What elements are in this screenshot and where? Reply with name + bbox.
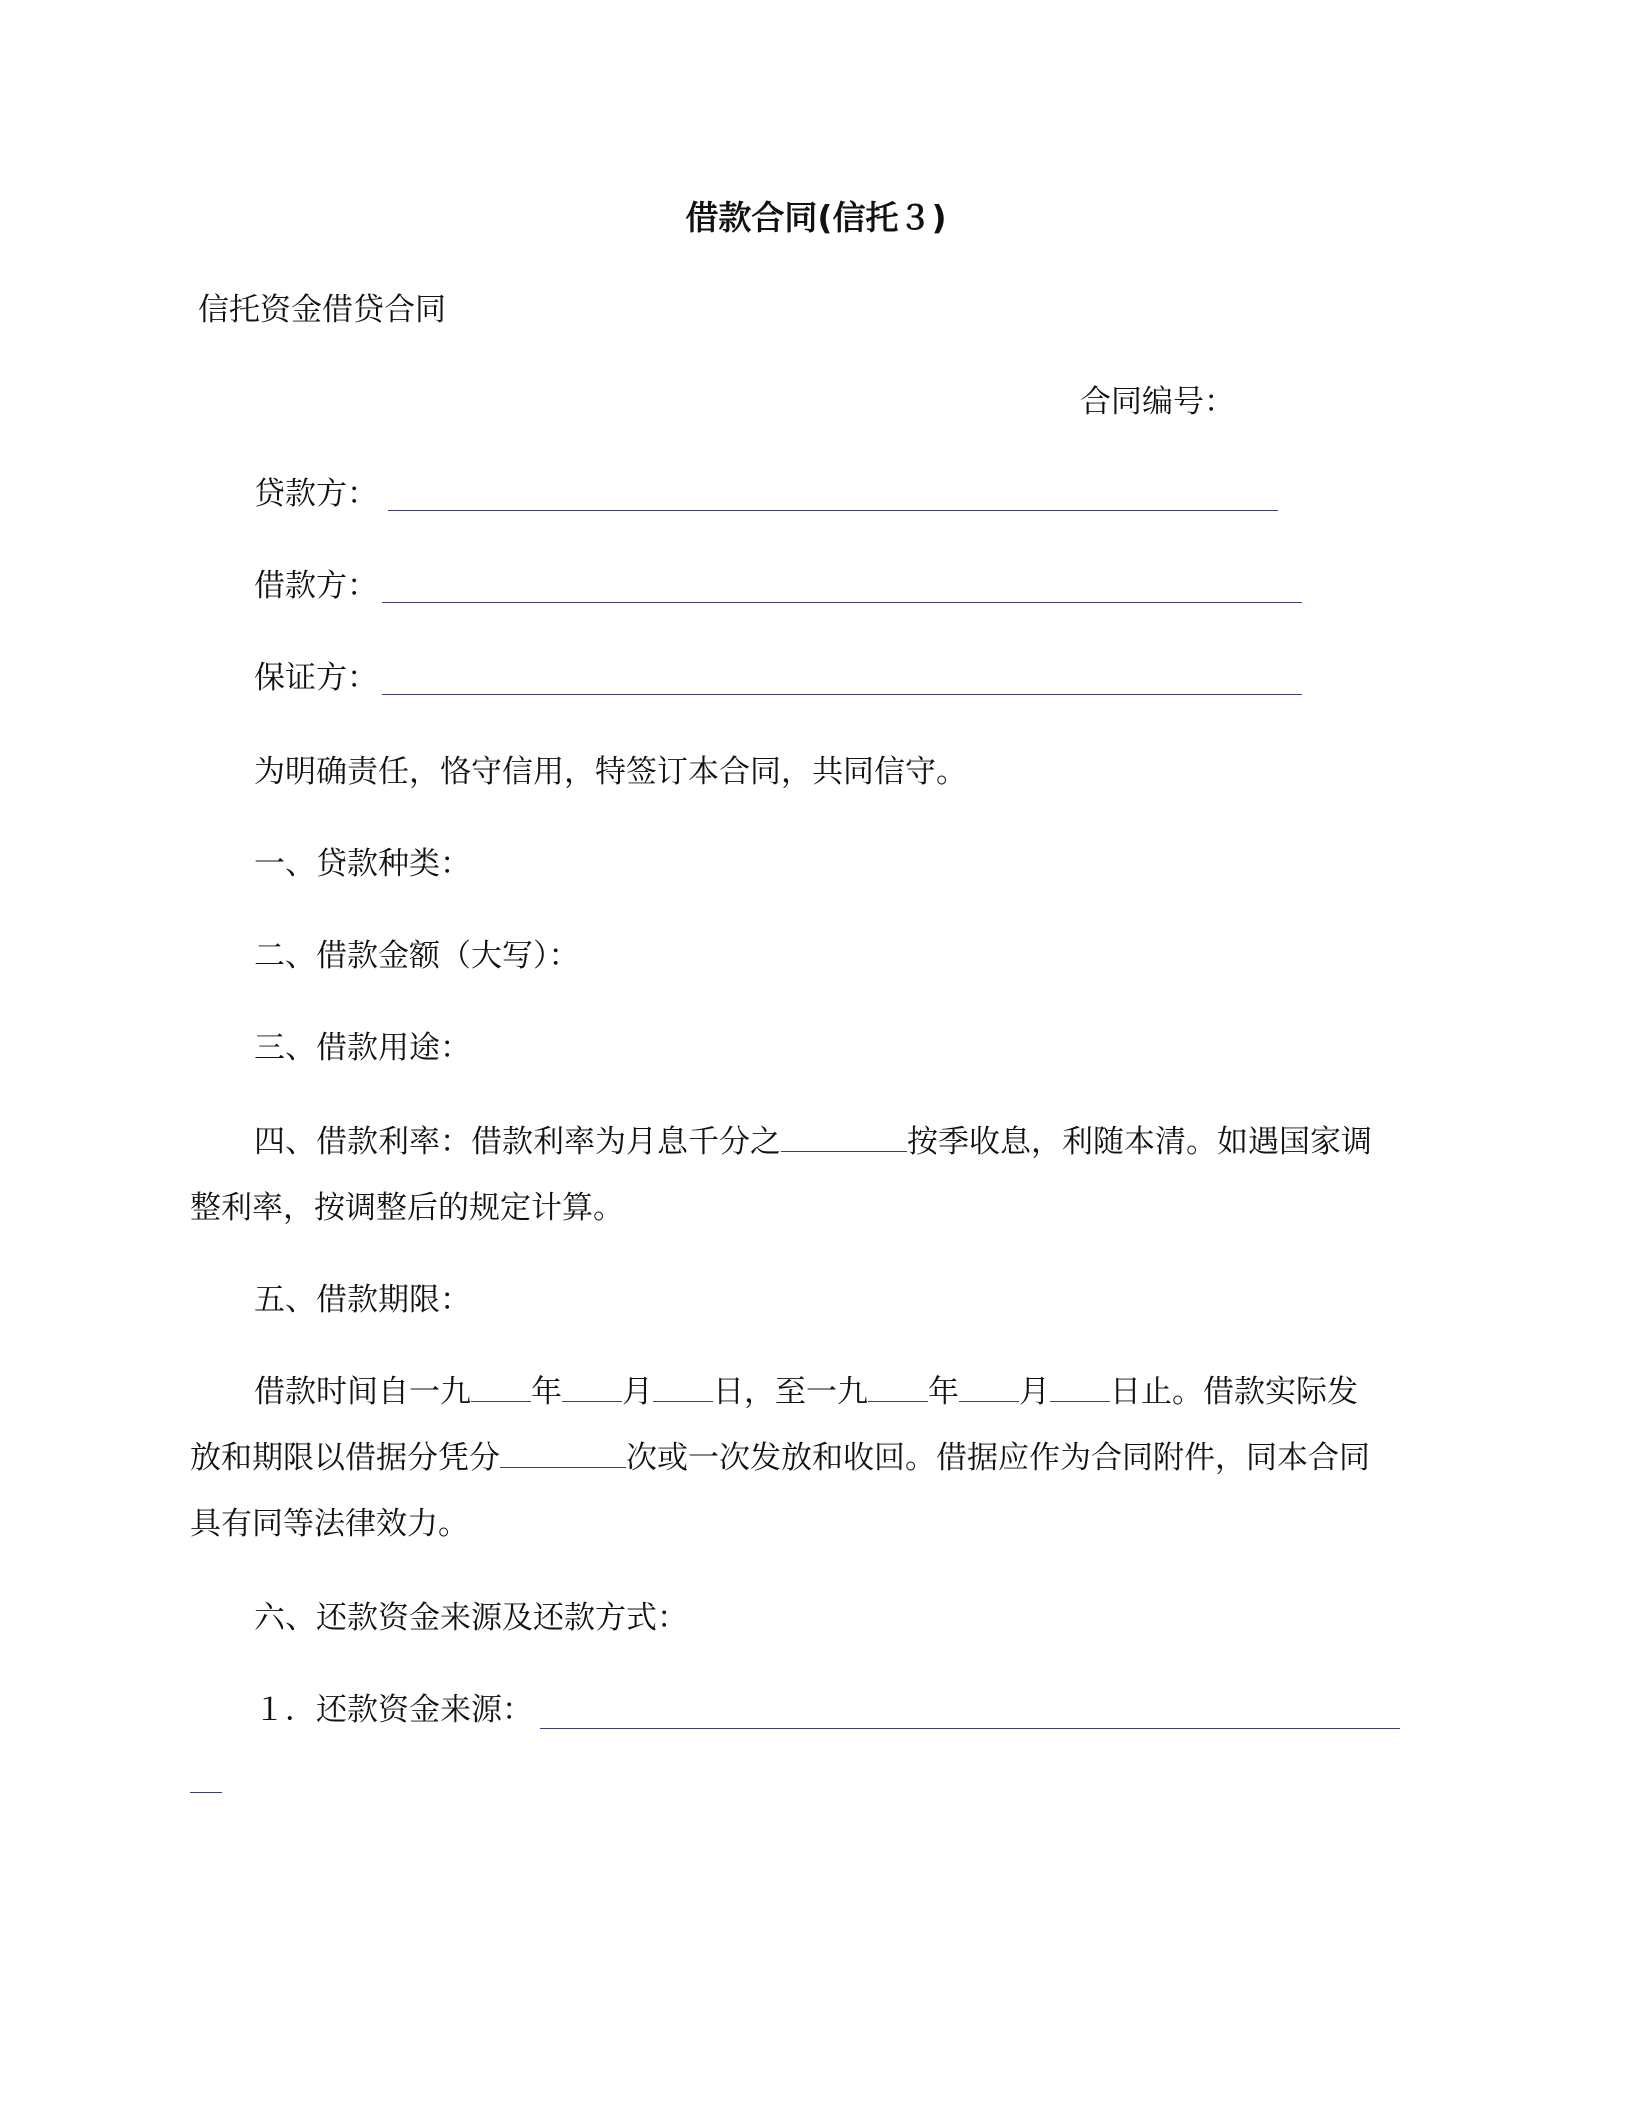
- disbursement-count-blank: [500, 1439, 626, 1468]
- guarantor-blank: [382, 694, 1302, 695]
- clause-4-text-b: 按季收息，利随本清。如遇国家调: [907, 1124, 1372, 1160]
- clause-4-text-a: 四、借款利率：借款利率为月息千分之: [254, 1124, 781, 1160]
- clause-5-body-line-1: [254, 1372, 1358, 1412]
- guarantor-label: 保证方：: [254, 660, 378, 696]
- clause-5-loan-term: 五、借款期限：: [254, 1282, 471, 1318]
- start-day-label: 日，至一九: [713, 1374, 868, 1410]
- document-subtitle: 信托资金借贷合同: [198, 292, 446, 328]
- preamble-text: 为明确责任，恪守信用，特签订本合同，共同信守。: [254, 754, 967, 790]
- interest-rate-blank: [781, 1123, 907, 1152]
- borrower-label: 借款方：: [254, 568, 378, 604]
- clause-1-loan-type: 一、贷款种类：: [254, 846, 471, 882]
- clause-6-repayment: 六、还款资金来源及还款方式：: [254, 1600, 688, 1636]
- clause-4-interest-rate: [254, 1122, 1372, 1162]
- clause-4-line-2: 整利率，按调整后的规定计算。: [190, 1190, 624, 1226]
- lender-blank: [388, 510, 1278, 511]
- start-day-blank: [653, 1373, 713, 1402]
- contract-number-label: 合同编号：: [1080, 384, 1235, 420]
- repayment-source-blank: [540, 1728, 1400, 1729]
- end-year-blank: [868, 1373, 928, 1402]
- term-text-start: 借款时间自一九: [254, 1374, 471, 1410]
- start-year-blank: [471, 1373, 531, 1402]
- clause-2-loan-amount: 二、借款金额（大写）：: [254, 938, 580, 974]
- end-year-label: 年: [928, 1374, 959, 1410]
- start-month-label: 月: [622, 1374, 653, 1410]
- lender-label: 贷款方：: [254, 476, 378, 512]
- repayment-source-blank-continued: [190, 1792, 222, 1793]
- clause-3-loan-purpose: 三、借款用途：: [254, 1030, 471, 1066]
- disbursement-text-a: 放和期限以借据分凭分: [190, 1440, 500, 1476]
- end-day-blank: [1050, 1373, 1110, 1402]
- document-title: 借款合同(信托３): [685, 198, 947, 237]
- end-day-label: 日止。借款实际发: [1110, 1374, 1358, 1410]
- clause-6-1-repayment-source: １．还款资金来源：: [254, 1692, 533, 1728]
- borrower-blank: [382, 602, 1302, 603]
- clause-5-body-line-3: 具有同等法律效力。: [190, 1506, 469, 1542]
- clause-5-body-line-2: [190, 1438, 1370, 1478]
- end-month-blank: [959, 1373, 1019, 1402]
- start-month-blank: [562, 1373, 622, 1402]
- disbursement-text-b: 次或一次发放和收回。借据应作为合同附件，同本合同: [626, 1440, 1370, 1476]
- end-month-label: 月: [1019, 1374, 1050, 1410]
- start-year-label: 年: [531, 1374, 562, 1410]
